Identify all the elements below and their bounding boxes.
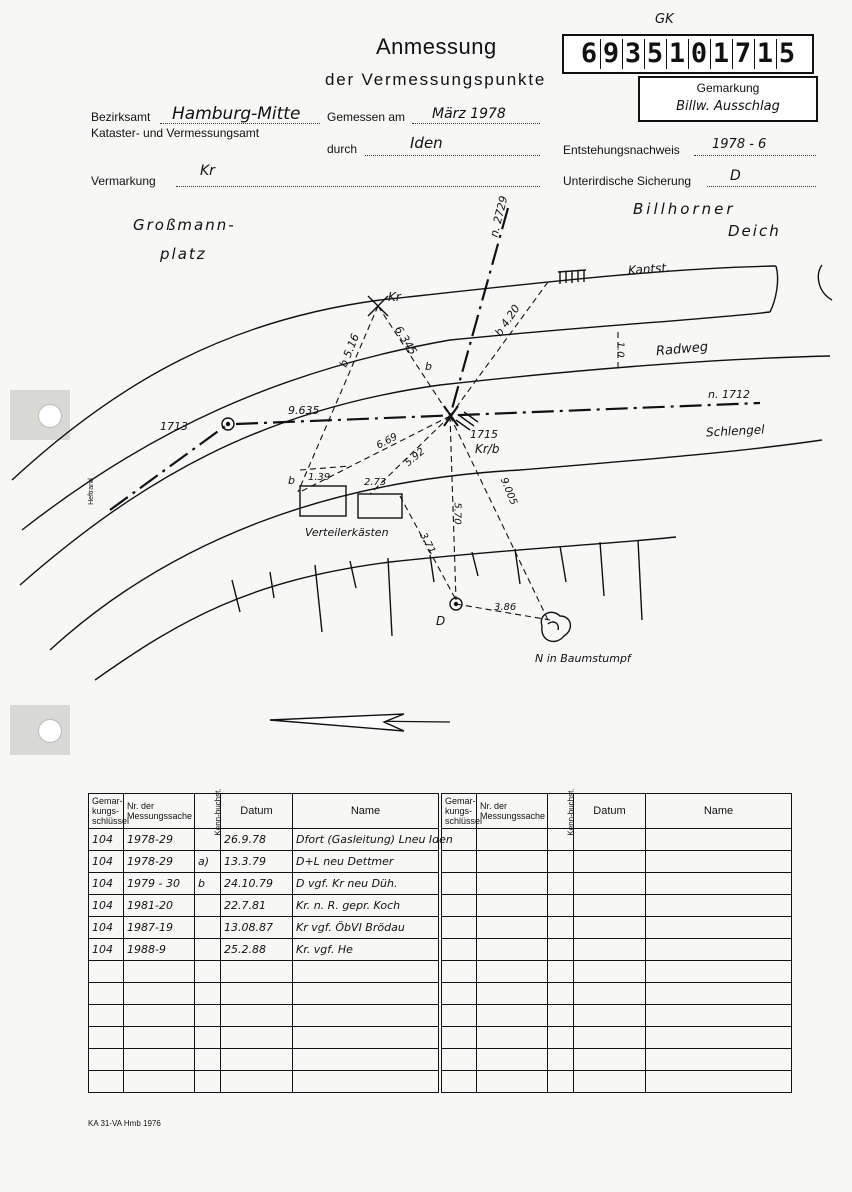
table-cell	[195, 939, 221, 961]
table-cell: 104	[89, 829, 124, 851]
dim-1-0: 1.0	[614, 341, 626, 358]
dim-3-71: 3.71	[417, 531, 438, 556]
table-cell: Kr vgf. ÖbVI Brödau	[293, 917, 439, 939]
table-row	[442, 983, 792, 1005]
kr-mark	[368, 296, 388, 316]
vermarkung-label: Vermarkung	[91, 174, 156, 188]
table-row	[442, 829, 792, 851]
dim-2-73: 2.73	[364, 477, 387, 488]
table-cell	[124, 983, 195, 1005]
table-cell	[195, 1071, 221, 1093]
table-row	[89, 939, 439, 961]
table-row	[442, 961, 792, 983]
table-row	[442, 939, 792, 961]
doc-digit: 1	[666, 39, 688, 69]
label-1712: n. 1712	[708, 388, 750, 401]
table-row	[442, 851, 792, 873]
durch-value: Iden	[410, 134, 443, 152]
doc-digit: 1	[754, 39, 776, 69]
table-cell	[221, 983, 293, 1005]
dim-4-20: b 4.20	[492, 302, 523, 339]
table-cell	[293, 961, 439, 983]
table-cell	[442, 917, 477, 939]
col-kennbuchstabe-text: Kenn-buchst.	[566, 787, 576, 836]
table-cell	[477, 1049, 548, 1071]
register-table-left	[88, 787, 453, 1093]
label-grossmann: Großmann-	[133, 216, 236, 234]
table-cell	[195, 917, 221, 939]
document-title: Anmessung	[376, 34, 497, 59]
table-cell	[293, 1049, 439, 1071]
doc-digit: 0	[688, 39, 710, 69]
table-cell	[646, 961, 792, 983]
table-cell	[646, 939, 792, 961]
table-cell: 104	[89, 917, 124, 939]
gemessen-label: Gemessen am	[327, 110, 406, 124]
label-deich: Deich	[728, 222, 781, 240]
line-1713-left	[110, 424, 228, 510]
gemessen-value: März 1978	[432, 106, 506, 122]
table-cell: Kr. n. R. gepr. Koch	[293, 895, 439, 917]
table-cell: Kr. vgf. He	[293, 939, 439, 961]
table-cell	[442, 1049, 477, 1071]
table-row	[442, 917, 792, 939]
dim-5-70: 5.70	[451, 502, 463, 525]
table-cell	[574, 939, 646, 961]
table-cell: Dfort (Gasleitung) Lneu Iden	[293, 829, 439, 851]
table-cell	[574, 1005, 646, 1027]
table-cell	[548, 851, 574, 873]
table-cell	[442, 873, 477, 895]
table-cell: 1987-19	[124, 917, 195, 939]
label-1713: 1713	[160, 420, 188, 433]
table-cell	[221, 1049, 293, 1071]
table-cell	[477, 983, 548, 1005]
table-row	[89, 1071, 439, 1093]
table-cell: 13.08.87	[221, 917, 293, 939]
durch-label: durch	[327, 142, 358, 156]
table-cell	[646, 1071, 792, 1093]
doc-digit: 3	[622, 39, 644, 69]
table-row	[442, 1027, 792, 1049]
table-cell	[646, 1027, 792, 1049]
bezirksamt-value: Hamburg-Mitte	[172, 104, 301, 124]
col-messungssache: Nr. der Messungssache	[477, 794, 548, 829]
table-cell: 1978-29	[124, 829, 195, 851]
table-cell	[124, 1071, 195, 1093]
table-cell	[442, 851, 477, 873]
table-cell	[548, 873, 574, 895]
table-cell	[477, 917, 548, 939]
doc-digit: 5	[644, 39, 666, 69]
gemarkung-value: Billw. Ausschlag	[676, 99, 780, 114]
table-row	[89, 851, 439, 873]
table-cell	[548, 917, 574, 939]
table-cell	[195, 1049, 221, 1071]
table-cell	[548, 895, 574, 917]
table-cell	[548, 983, 574, 1005]
table-cell	[477, 1027, 548, 1049]
col-kennbuchstabe	[195, 787, 223, 836]
dim-1-39: 1.39	[308, 472, 331, 483]
label-kantst: Kantst.	[627, 260, 671, 278]
label-b: b	[425, 360, 432, 373]
right-curb	[818, 265, 832, 300]
dim-6-69: 6.69	[374, 431, 400, 452]
document-subtitle: der Vermessungspunkte	[325, 70, 547, 89]
table-cell: 104	[89, 851, 124, 873]
table-cell	[477, 851, 548, 873]
table-cell	[293, 983, 439, 1005]
dim-5-16: b 5.16	[336, 331, 363, 370]
col-messungssache: Nr. der Messungssache	[124, 794, 195, 829]
tree-stump	[541, 612, 570, 641]
table-cell	[221, 961, 293, 983]
table-cell	[574, 961, 646, 983]
table-cell	[646, 917, 792, 939]
table-cell: 24.10.79	[221, 873, 293, 895]
table-row	[89, 1005, 439, 1027]
table-cell	[646, 873, 792, 895]
table-cell	[124, 1005, 195, 1027]
north-arrow	[270, 714, 404, 731]
col-name: Name	[646, 794, 792, 829]
table-cell	[574, 917, 646, 939]
col-datum: Datum	[221, 794, 293, 829]
table-row	[442, 1005, 792, 1027]
dim-9-635: 9.635	[288, 404, 320, 417]
table-cell	[477, 829, 548, 851]
table-cell	[574, 1071, 646, 1093]
table-cell	[574, 1027, 646, 1049]
table-cell	[574, 851, 646, 873]
table-cell	[574, 895, 646, 917]
label-platz: platz	[160, 245, 207, 263]
doc-digit: 1	[710, 39, 732, 69]
corner-note: GK	[655, 12, 674, 27]
table-cell	[195, 961, 221, 983]
col-kennbuchstabe-text: Kenn-buchst.	[213, 787, 223, 836]
table-row	[442, 1049, 792, 1071]
register-table-right	[441, 787, 792, 1093]
label-2729: n. 2729	[487, 194, 511, 239]
table-cell	[548, 1027, 574, 1049]
col-name: Name	[293, 794, 439, 829]
table-row	[89, 1049, 439, 1071]
table-cell	[548, 1049, 574, 1071]
doc-digit: 5	[776, 39, 798, 69]
bezirksamt-label: Bezirksamt	[91, 110, 151, 124]
table-cell: 25.2.88	[221, 939, 293, 961]
table-cell: 13.3.79	[221, 851, 293, 873]
table-cell	[548, 939, 574, 961]
table-cell	[293, 1005, 439, 1027]
table-cell	[646, 851, 792, 873]
table-cell	[574, 873, 646, 895]
table-cell	[477, 961, 548, 983]
table-cell	[477, 1071, 548, 1093]
table-cell	[221, 1005, 293, 1027]
entstehung-value: 1978 - 6	[712, 137, 767, 152]
label-d: D	[436, 614, 446, 628]
table-cell	[442, 939, 477, 961]
verteiler-box-2	[358, 494, 402, 518]
table-cell: D vgf. Kr neu Düh.	[293, 873, 439, 895]
label-schlengel: Schlengel	[705, 422, 765, 440]
table-cell	[124, 1049, 195, 1071]
label-b-2: b	[288, 474, 295, 487]
table-cell	[442, 961, 477, 983]
table-cell: D+L neu Dettmer	[293, 851, 439, 873]
doc-digit: 9	[600, 39, 622, 69]
table-cell	[477, 939, 548, 961]
road-edge-end	[770, 266, 778, 312]
table-cell: 1979 - 30	[124, 873, 195, 895]
table-cell	[89, 961, 124, 983]
table-row	[89, 895, 439, 917]
sicherung-label: Unterirdische Sicherung	[563, 174, 692, 188]
table-cell	[442, 829, 477, 851]
table-row	[89, 961, 439, 983]
table-cell	[124, 1027, 195, 1049]
table-cell	[442, 983, 477, 1005]
dim-6-345: 6.345	[391, 323, 420, 358]
table-row	[442, 895, 792, 917]
entstehung-label: Entstehungsnachweis	[563, 143, 680, 157]
line-2729	[450, 208, 508, 416]
table-cell	[89, 1049, 124, 1071]
table-cell	[442, 895, 477, 917]
doc-digit: 7	[732, 39, 754, 69]
table-cell	[293, 1027, 439, 1049]
table-cell	[477, 895, 548, 917]
table-cell: b	[195, 873, 221, 895]
table-cell	[89, 1071, 124, 1093]
table-cell	[646, 829, 792, 851]
table-cell: 22.7.81	[221, 895, 293, 917]
table-row	[442, 873, 792, 895]
table-cell: 1988-9	[124, 939, 195, 961]
table-cell	[89, 983, 124, 1005]
table-cell	[646, 983, 792, 1005]
table-cell	[124, 961, 195, 983]
table-cell	[442, 1005, 477, 1027]
label-1715: 1715	[470, 428, 498, 441]
table-cell	[293, 1071, 439, 1093]
table-cell: 1978-29	[124, 851, 195, 873]
table-cell	[548, 1005, 574, 1027]
col-datum: Datum	[574, 794, 646, 829]
table-cell: a)	[195, 851, 221, 873]
sicherung-value: D	[730, 168, 741, 184]
table-cell: 104	[89, 895, 124, 917]
vermarkung-value: Kr	[200, 163, 215, 179]
table-cell	[646, 1005, 792, 1027]
dim-3-86: 3.86	[494, 602, 517, 613]
label-kr-b: Kr/b	[475, 442, 500, 456]
table-cell	[195, 1027, 221, 1049]
label-billhorner: Billhorner	[633, 200, 736, 218]
table-cell: 1981-20	[124, 895, 195, 917]
table-cell	[221, 1027, 293, 1049]
table-cell	[195, 1005, 221, 1027]
table-cell	[548, 961, 574, 983]
table-cell	[221, 1071, 293, 1093]
table-cell	[442, 1071, 477, 1093]
table-row	[442, 1071, 792, 1093]
table-cell	[442, 1027, 477, 1049]
label-radweg: Radweg	[655, 339, 709, 360]
gemarkung-label: Gemarkung	[696, 81, 760, 95]
table-cell	[195, 895, 221, 917]
table-row	[89, 829, 439, 851]
table-cell	[477, 1005, 548, 1027]
table-cell: 104	[89, 873, 124, 895]
table-cell	[574, 829, 646, 851]
table-cell	[195, 983, 221, 1005]
table-row	[89, 873, 439, 895]
dim-9-005: 9.005	[497, 476, 519, 507]
label-kr-top: Kr	[388, 290, 401, 304]
table-row	[89, 917, 439, 939]
dim-5-92: 5.92	[403, 446, 428, 469]
table-cell	[89, 1005, 124, 1027]
table-cell	[477, 873, 548, 895]
table-cell	[646, 1049, 792, 1071]
label-baumstumpf: N in Baumstumpf	[535, 652, 631, 665]
label-verteilerkaesten: Verteilerkästen	[305, 526, 389, 539]
table-cell	[89, 1027, 124, 1049]
table-cell	[574, 983, 646, 1005]
doc-digit: 6	[580, 38, 598, 69]
table-cell	[574, 1049, 646, 1071]
form-code: KA 31-VA Hmb 1976	[88, 1119, 161, 1128]
table-row	[89, 1027, 439, 1049]
kataster-amt-label: Kataster- und Vermessungsamt	[91, 126, 260, 140]
table-cell: 26.9.78	[221, 829, 293, 851]
col-kennbuchstabe	[548, 787, 576, 836]
table-row	[89, 983, 439, 1005]
table-cell	[548, 1071, 574, 1093]
table-cell	[646, 895, 792, 917]
label-heftrand: Heftrand	[87, 478, 95, 505]
col-gemarkungsschluessel: Gemar-kungs-schlüssel	[442, 794, 477, 829]
col-gemarkungsschluessel: Gemar-kungs-schlüssel	[89, 794, 124, 829]
table-cell: 104	[89, 939, 124, 961]
